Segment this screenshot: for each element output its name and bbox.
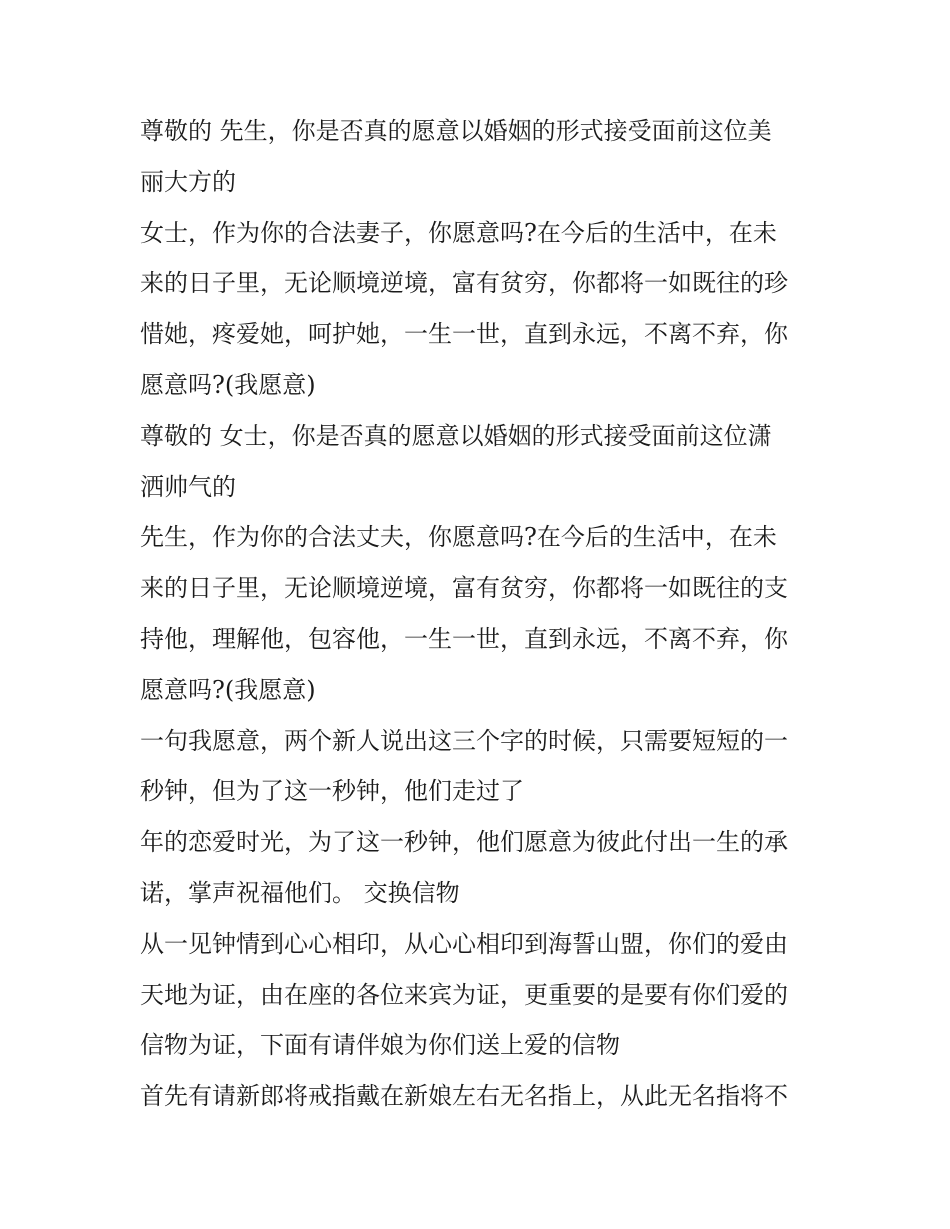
text-line: 尊敬的 女士，你是否真的愿意以婚姻的形式接受面前这位潇 — [140, 421, 772, 450]
text-line: 来的日子里，无论顺境逆境，富有贫穷，你都将一如既往的支 — [140, 574, 788, 603]
text-line: 丽大方的 — [140, 167, 236, 196]
text-line: 天地为证，由在座的各位来宾为证，更重要的是要有你们爱的 — [140, 980, 788, 1009]
text-line: 女士，作为你的合法妻子，你愿意吗?在今后的生活中，在未 — [140, 218, 777, 247]
text-line: 秒钟，但为了这一秒钟，他们走过了 — [140, 777, 524, 806]
text-line: 愿意吗?(我愿意) — [140, 675, 316, 704]
text-line: 诺，掌声祝福他们。 交换信物 — [140, 878, 460, 907]
text-line: 惜她，疼爱她，呵护她，一生一世，直到永远，不离不弃，你 — [140, 320, 788, 349]
text-line: 首先有请新郎将戒指戴在新娘左右无名指上，从此无名指将不 — [140, 1082, 788, 1111]
text-line: 洒帅气的 — [140, 472, 236, 501]
text-line: 持他，理解他，包容他，一生一世，直到永远，不离不弃，你 — [140, 624, 788, 653]
text-line: 尊敬的 先生，你是否真的愿意以婚姻的形式接受面前这位美 — [140, 117, 772, 145]
text-line: 来的日子里，无论顺境逆境，富有贫穷，你都将一如既往的珍 — [140, 269, 788, 298]
text-line: 年的恋爱时光，为了这一秒钟，他们愿意为彼此付出一生的承 — [140, 828, 788, 857]
text-line: 信物为证，下面有请伴娘为你们送上爱的信物 — [140, 1031, 620, 1060]
text-line: 愿意吗?(我愿意) — [140, 370, 316, 399]
text-line: 一句我愿意，两个新人说出这三个字的时候，只需要短短的一 — [140, 726, 788, 755]
text-line: 从一见钟情到心心相印，从心心相印到海誓山盟，你们的爱由 — [140, 929, 788, 958]
document-body — [140, 106, 830, 1122]
text-line: 先生，作为你的合法丈夫，你愿意吗?在今后的生活中，在未 — [140, 523, 777, 552]
